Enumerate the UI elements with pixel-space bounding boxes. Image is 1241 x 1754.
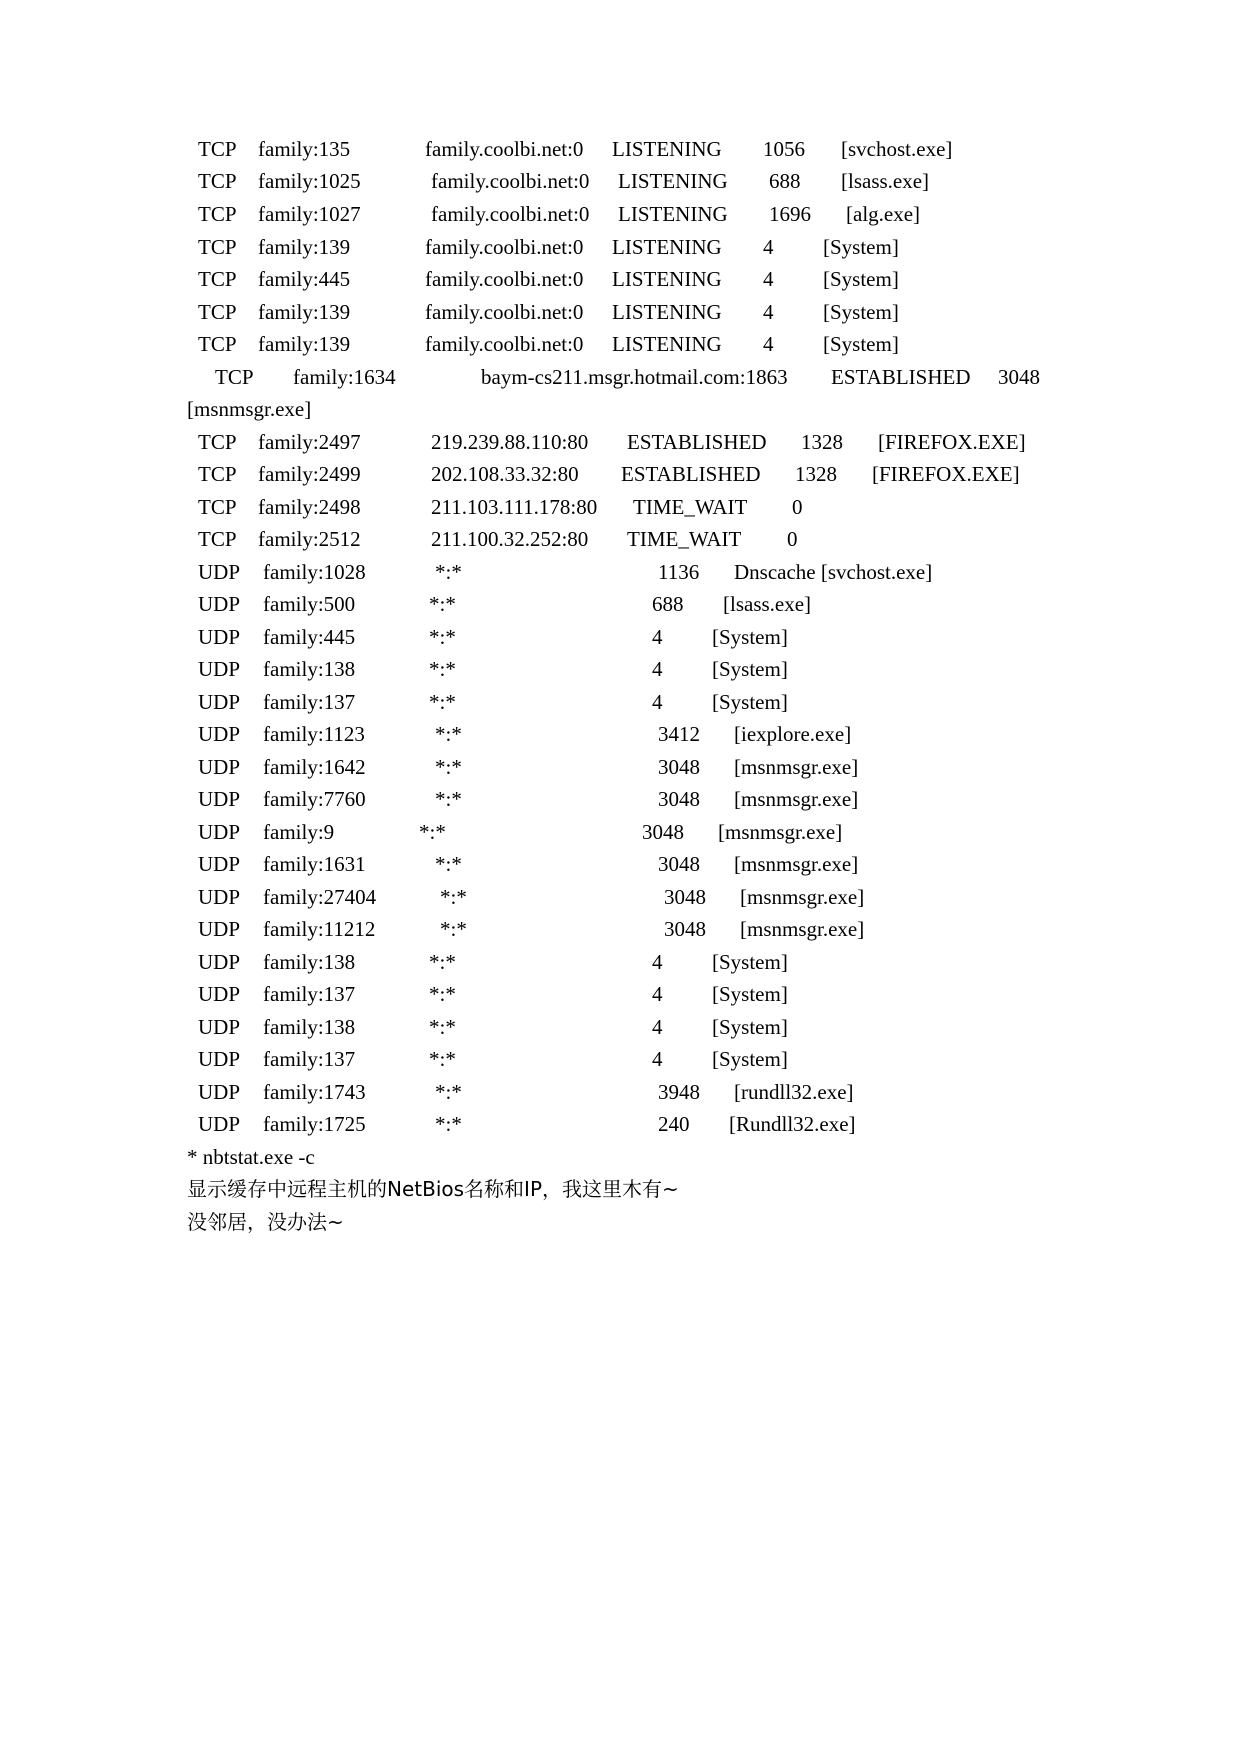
process: [FIREFOX.EXE] (878, 430, 1026, 454)
proto: UDP (198, 1047, 241, 1071)
foreign-address: *:* (435, 722, 462, 746)
proto: UDP (198, 1080, 241, 1104)
process: [rundll32.exe] (734, 1080, 854, 1104)
foreign-address: *:* (429, 690, 456, 714)
local-address: family:2499 (258, 462, 361, 486)
local-address: family:1743 (263, 1080, 366, 1104)
state: LISTENING (612, 137, 722, 161)
foreign-address: *:* (419, 820, 446, 844)
process: [System] (712, 950, 788, 974)
process: [Rundll32.exe] (729, 1112, 856, 1136)
state: LISTENING (618, 169, 728, 193)
local-address: family:1631 (263, 852, 366, 876)
pid: 3412 (658, 722, 700, 746)
local-address: family:1725 (263, 1112, 366, 1136)
state: ESTABLISHED (627, 430, 767, 454)
proto: TCP (198, 267, 237, 291)
process: [System] (712, 982, 788, 1006)
proto: TCP (198, 235, 237, 259)
foreign-address: baym-cs211.msgr.hotmail.com:1863 (481, 365, 788, 389)
note-text: 显示缓存中远程主机的NetBios名称和IP，我这里木有~ (187, 1177, 679, 1201)
process: [System] (823, 300, 899, 324)
pid: 4 (652, 657, 663, 681)
pid: 3048 (658, 852, 700, 876)
pid: 3048 (998, 365, 1040, 389)
pid: 3048 (658, 755, 700, 779)
local-address: family:139 (258, 332, 351, 356)
pid: 1328 (795, 462, 837, 486)
foreign-address: *:* (440, 917, 467, 941)
proto: UDP (198, 982, 241, 1006)
proto: UDP (198, 885, 241, 909)
pid: 4 (763, 267, 774, 291)
pid: 4 (652, 1047, 663, 1071)
foreign-address: *:* (429, 1015, 456, 1039)
local-address: family:139 (258, 235, 351, 259)
foreign-address: *:* (435, 787, 462, 811)
local-address: family:139 (258, 300, 351, 324)
pid: 240 (658, 1112, 690, 1136)
state: LISTENING (612, 332, 722, 356)
pid: 688 (652, 592, 684, 616)
pid: 4 (763, 300, 774, 324)
state: TIME_WAIT (627, 527, 742, 551)
proto: UDP (198, 592, 241, 616)
foreign-address: 211.100.32.252:80 (431, 527, 589, 551)
proto: UDP (198, 690, 241, 714)
proto: UDP (198, 917, 241, 941)
process: [msnmsgr.exe] (734, 787, 859, 811)
foreign-address: *:* (435, 1112, 462, 1136)
process: [msnmsgr.exe] (734, 755, 859, 779)
proto: UDP (198, 820, 241, 844)
local-address: family:2512 (258, 527, 361, 551)
local-address: family:1027 (258, 202, 361, 226)
proto: TCP (198, 495, 237, 519)
local-address: family:27404 (263, 885, 377, 909)
foreign-address: 211.103.111.178:80 (431, 495, 598, 519)
process: [System] (712, 1047, 788, 1071)
process: [lsass.exe] (841, 169, 930, 193)
state: ESTABLISHED (621, 462, 761, 486)
process: [System] (712, 657, 788, 681)
process: [System] (712, 1015, 788, 1039)
state: TIME_WAIT (633, 495, 748, 519)
process: [alg.exe] (846, 202, 921, 226)
pid: 3048 (664, 917, 706, 941)
local-address: family:500 (263, 592, 356, 616)
pid: 1136 (658, 560, 700, 584)
pid: 1056 (763, 137, 805, 161)
foreign-address: family.coolbi.net:0 (425, 332, 584, 356)
foreign-address: *:* (429, 1047, 456, 1071)
pid: 0 (792, 495, 803, 519)
proto: UDP (198, 625, 241, 649)
proto: UDP (198, 560, 241, 584)
proto: UDP (198, 1015, 241, 1039)
foreign-address: *:* (440, 885, 467, 909)
local-address: family:138 (263, 1015, 356, 1039)
local-address: family:2497 (258, 430, 361, 454)
local-address: family:137 (263, 690, 356, 714)
process: [System] (823, 267, 899, 291)
local-address: family:1634 (293, 365, 396, 389)
pid: 4 (763, 235, 774, 259)
pid: 1328 (801, 430, 843, 454)
local-address: family:137 (263, 1047, 356, 1071)
local-address: family:445 (258, 267, 351, 291)
state: LISTENING (612, 235, 722, 259)
process: [iexplore.exe] (734, 722, 852, 746)
pid: 4 (763, 332, 774, 356)
process: [msnmsgr.exe] (718, 820, 843, 844)
pid: 4 (652, 690, 663, 714)
proto: TCP (198, 300, 237, 324)
foreign-address: *:* (435, 560, 462, 584)
local-address: family:1028 (263, 560, 366, 584)
local-address: family:445 (263, 625, 356, 649)
process: [msnmsgr.exe] (187, 397, 312, 421)
local-address: family:1123 (263, 722, 365, 746)
local-address: family:2498 (258, 495, 361, 519)
local-address: family:9 (263, 820, 335, 844)
state: LISTENING (612, 300, 722, 324)
process: [msnmsgr.exe] (740, 917, 865, 941)
proto: UDP (198, 1112, 241, 1136)
local-address: family:135 (258, 137, 351, 161)
command-text: * nbtstat.exe -c (187, 1145, 315, 1169)
foreign-address: *:* (435, 852, 462, 876)
foreign-address: *:* (429, 982, 456, 1006)
proto: TCP (198, 169, 237, 193)
local-address: family:1642 (263, 755, 366, 779)
foreign-address: *:* (429, 657, 456, 681)
pid: 3948 (658, 1080, 700, 1104)
process: [msnmsgr.exe] (734, 852, 859, 876)
foreign-address: family.coolbi.net:0 (425, 137, 584, 161)
foreign-address: family.coolbi.net:0 (425, 300, 584, 324)
foreign-address: family.coolbi.net:0 (431, 169, 590, 193)
pid: 4 (652, 950, 663, 974)
pid: 4 (652, 1015, 663, 1039)
foreign-address: 202.108.33.32:80 (431, 462, 579, 486)
pid: 3048 (658, 787, 700, 811)
proto: UDP (198, 852, 241, 876)
proto: TCP (215, 365, 254, 389)
state: LISTENING (618, 202, 728, 226)
process: [System] (712, 690, 788, 714)
pid: 688 (769, 169, 801, 193)
proto: TCP (198, 462, 237, 486)
foreign-address: *:* (435, 1080, 462, 1104)
local-address: family:7760 (263, 787, 366, 811)
proto: TCP (198, 202, 237, 226)
pid: 4 (652, 982, 663, 1006)
foreign-address: *:* (429, 592, 456, 616)
state: ESTABLISHED (831, 365, 971, 389)
pid: 3048 (664, 885, 706, 909)
proto: UDP (198, 787, 241, 811)
process: [System] (823, 235, 899, 259)
proto: TCP (198, 332, 237, 356)
proto: UDP (198, 755, 241, 779)
proto: UDP (198, 722, 241, 746)
pid: 3048 (642, 820, 684, 844)
process: [lsass.exe] (723, 592, 812, 616)
process: [System] (823, 332, 899, 356)
local-address: family:138 (263, 950, 356, 974)
foreign-address: family.coolbi.net:0 (425, 267, 584, 291)
proto: UDP (198, 950, 241, 974)
process: [System] (712, 625, 788, 649)
foreign-address: family.coolbi.net:0 (425, 235, 584, 259)
local-address: family:137 (263, 982, 356, 1006)
local-address: family:1025 (258, 169, 361, 193)
proto: TCP (198, 430, 237, 454)
process: [FIREFOX.EXE] (872, 462, 1020, 486)
pid: 4 (652, 625, 663, 649)
foreign-address: *:* (429, 625, 456, 649)
foreign-address: *:* (429, 950, 456, 974)
foreign-address: 219.239.88.110:80 (431, 430, 589, 454)
local-address: family:138 (263, 657, 356, 681)
process: [msnmsgr.exe] (740, 885, 865, 909)
note-text: 没邻居，没办法~ (187, 1210, 344, 1234)
local-address: family:11212 (263, 917, 376, 941)
process: [svchost.exe] (841, 137, 953, 161)
proto: TCP (198, 137, 237, 161)
foreign-address: *:* (435, 755, 462, 779)
foreign-address: family.coolbi.net:0 (431, 202, 590, 226)
pid: 0 (787, 527, 798, 551)
proto: UDP (198, 657, 241, 681)
process: Dnscache [svchost.exe] (734, 560, 933, 584)
pid: 1696 (769, 202, 811, 226)
proto: TCP (198, 527, 237, 551)
state: LISTENING (612, 267, 722, 291)
